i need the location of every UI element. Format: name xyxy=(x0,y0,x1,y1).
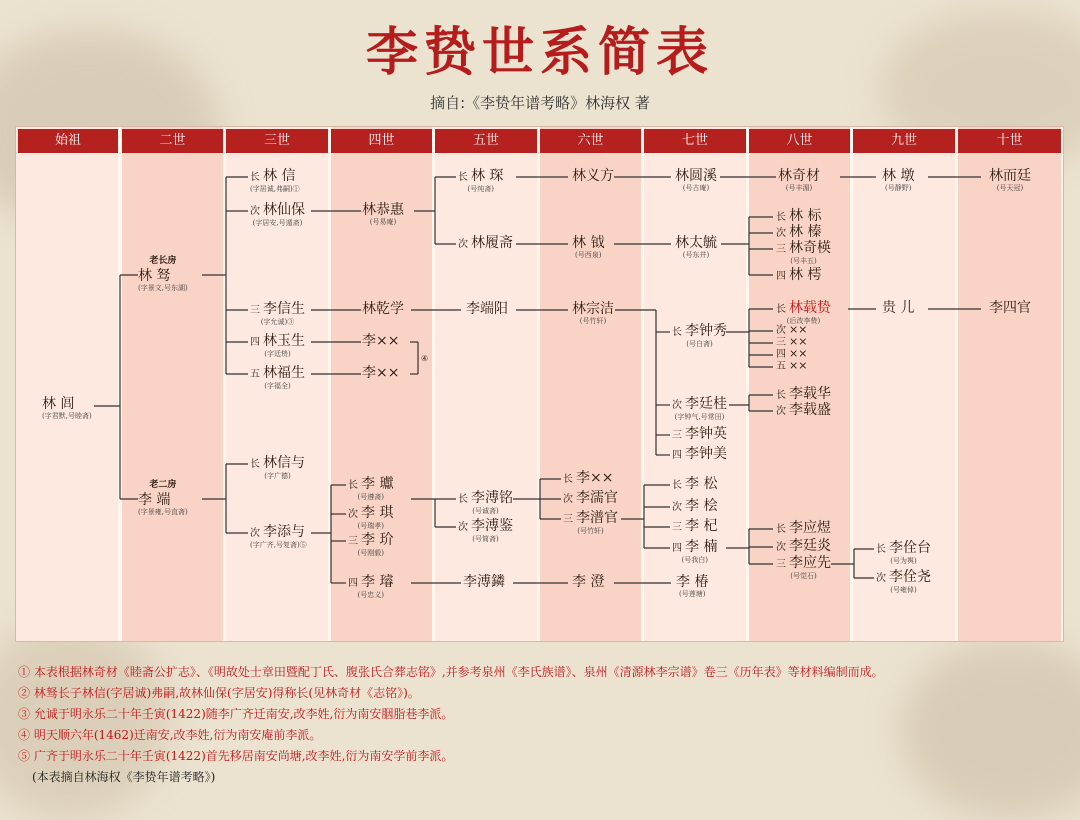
person-g9-2: 贵 儿 xyxy=(882,300,915,316)
person-gen1: 林 闾 (字君默,号睦斋) xyxy=(42,396,92,420)
person-g8-14: 次 李廷炎 xyxy=(776,538,831,554)
person-g7-2: 林太毓 (号东井) xyxy=(675,235,717,259)
person-g4-8: 四 李 璿 (号忠义) xyxy=(348,574,394,599)
person-g3-6: 长 林信与 (字广德) xyxy=(250,455,305,480)
person-g3-2: 次 林仙保 (字居安,号遁斋) xyxy=(250,202,305,227)
person-g6-2: 林 钺 (号西泉) xyxy=(572,235,605,259)
person-g4-7: 三 李 玠 (号刚毅) xyxy=(348,532,394,557)
person-g7-6: 四 李钟美 xyxy=(672,446,727,462)
footnotes xyxy=(18,662,884,788)
person-g10-2: 李四官 xyxy=(989,300,1031,316)
person-g8-12: 次 李载盛 xyxy=(776,402,831,418)
person-g8-4: 三 林奇楧 (号丰五) xyxy=(776,240,831,265)
person-g7-3: 长 李钟秀 (号白斋) xyxy=(672,323,727,348)
footnote: ③ 允诚于明永乐二十年壬寅(1422)随李广齐迁南安,改李姓,衍为南安胭脂巷李派。 xyxy=(18,707,454,721)
header-gen-4: 四世 xyxy=(331,129,432,153)
person-g4-3: 李×× xyxy=(362,333,400,349)
person-g3-7: 次 李添与 (字广齐,号复斋)⑤ xyxy=(250,524,307,549)
person-g3-5: 五 林福生 (字福全) xyxy=(250,365,305,390)
person-g8-10: 五 ×× xyxy=(776,359,808,372)
page-title: 李贽世系简表 xyxy=(365,22,714,83)
person-g8-11: 长 李载华 xyxy=(776,386,831,402)
note-marker-4: ④ xyxy=(421,354,429,363)
person-g7-11: 李 椿 (号莲塘) xyxy=(676,574,709,598)
person-g5-4: 长 李溥铭 (号诚斋) xyxy=(458,490,513,515)
person-g2-lin-nu: 老长房 林 驽 (字景文,号东湖) xyxy=(138,256,188,292)
person-g6-5: 次 李濡官 xyxy=(563,490,618,506)
header-gen-1: 始祖 xyxy=(18,129,118,153)
person-g4-1: 林恭惠 (号易庵) xyxy=(362,202,404,226)
person-g7-5: 三 李钟英 xyxy=(672,426,727,442)
person-g9-4: 次 李佺尧 (号雍倬) xyxy=(876,569,931,594)
person-g6-7: 李 澄 xyxy=(572,574,605,590)
person-g6-4: 长 李×× xyxy=(563,470,614,486)
person-g7-7: 长 李 松 xyxy=(672,476,718,492)
person-g3-4: 四 林玉生 (字廷贽) xyxy=(250,333,305,358)
header-gen-6: 六世 xyxy=(540,129,641,153)
person-g8-5: 四 林 樗 xyxy=(776,267,822,283)
header-gen-7: 七世 xyxy=(644,129,746,153)
footnote: ④ 明天顺六年(1462)迁南安,改李姓,衍为南安庵前李派。 xyxy=(18,728,322,742)
person-g2-li-duan: 老二房 李 端 (字景雍,号直斋) xyxy=(138,480,188,516)
person-g4-4: 李×× xyxy=(362,365,400,381)
header-gen-3: 三世 xyxy=(226,129,328,153)
person-g5-5: 次 李溥鉴 (号简斋) xyxy=(458,518,513,543)
header-gen-8: 八世 xyxy=(749,129,850,153)
header-gen-10: 十世 xyxy=(958,129,1061,153)
person-g5-1: 长 林 琛 (号纯斋) xyxy=(458,168,504,193)
person-g4-6: 次 李 琪 (号瑞孝) xyxy=(348,505,394,530)
person-g7-8: 次 李 桧 xyxy=(672,498,718,514)
person-g6-3: 林宗洁 (号竹轩) xyxy=(572,301,614,325)
person-g8-1: 林奇材 (号丰湄) xyxy=(778,168,820,192)
person-g10-1: 林而廷 (号天冠) xyxy=(989,168,1031,192)
person-g8-3: 次 林 榛 xyxy=(776,224,822,240)
person-g7-4: 次 李廷桂 (字钟气,号常田) xyxy=(672,396,727,421)
footnote: ⑤ 广齐于明永乐二十年壬寅(1422)首先移居南安尚塘,改李姓,衍为南安学前李派。 xyxy=(18,749,454,763)
person-g8-9: 四 ×× xyxy=(776,347,808,360)
header-gen-5: 五世 xyxy=(435,129,537,153)
person-g6-6: 三 李潽官 (号竹轩) xyxy=(563,510,618,535)
person-g7-1: 林圆溪 (号古庵) xyxy=(675,168,717,192)
person-g8-6-li-zhi: 长 林载贽 (后改李贽) xyxy=(776,300,831,325)
person-g5-6: 李溥鏻 xyxy=(463,574,505,590)
person-g5-2: 次 林履斋 xyxy=(458,235,513,251)
person-g8-8: 三 ×× xyxy=(776,335,808,348)
lineage-table xyxy=(15,126,1064,642)
person-g6-1: 林义方 xyxy=(572,168,614,184)
person-g8-2: 长 林 标 xyxy=(776,208,822,224)
person-g8-13: 长 李应煜 xyxy=(776,520,831,536)
person-g4-2: 林乾学 xyxy=(362,301,404,317)
footnote-source: (本表摘自林海权《李贽年谱考略》) xyxy=(32,770,216,784)
person-g7-9: 三 李 杞 xyxy=(672,518,718,534)
person-g3-3: 三 李信生 (字允诚)③ xyxy=(250,301,305,326)
person-g8-15: 三 李应先 (号觉石) xyxy=(776,555,831,580)
person-g3-1: 长 林 信 (字居诚,弗嗣)① xyxy=(250,168,300,193)
footnote: ① 本表根据林奇材《睦斋公扩志》、《明故处士章田暨配丁氏、腹张氏合葬志铭》,并参考泉州《李氏族谱》、泉州《清源林李宗谱》卷三《历年表》等材料编制而成。 xyxy=(18,665,884,679)
person-g9-1: 林 墩 (号静野) xyxy=(882,168,915,192)
person-g9-3: 长 李佺台 (号为舆) xyxy=(876,540,931,565)
person-g5-3: 李端阳 xyxy=(466,301,508,317)
person-g8-7: 次 ×× xyxy=(776,323,808,336)
person-g4-5: 长 李 瓛 (号遵斋) xyxy=(348,476,394,501)
page-subtitle: 摘自:《李贽年谱考略》林海权 著 xyxy=(430,94,650,112)
person-g7-10: 四 李 楠 (号我白) xyxy=(672,539,718,564)
header-gen-9: 九世 xyxy=(853,129,955,153)
header-gen-2: 二世 xyxy=(122,129,223,153)
footnote: ② 林驽长子林信(字居诚)弗嗣,故林仙保(字居安)得称长(见林奇材《志铭》)。 xyxy=(18,686,420,700)
